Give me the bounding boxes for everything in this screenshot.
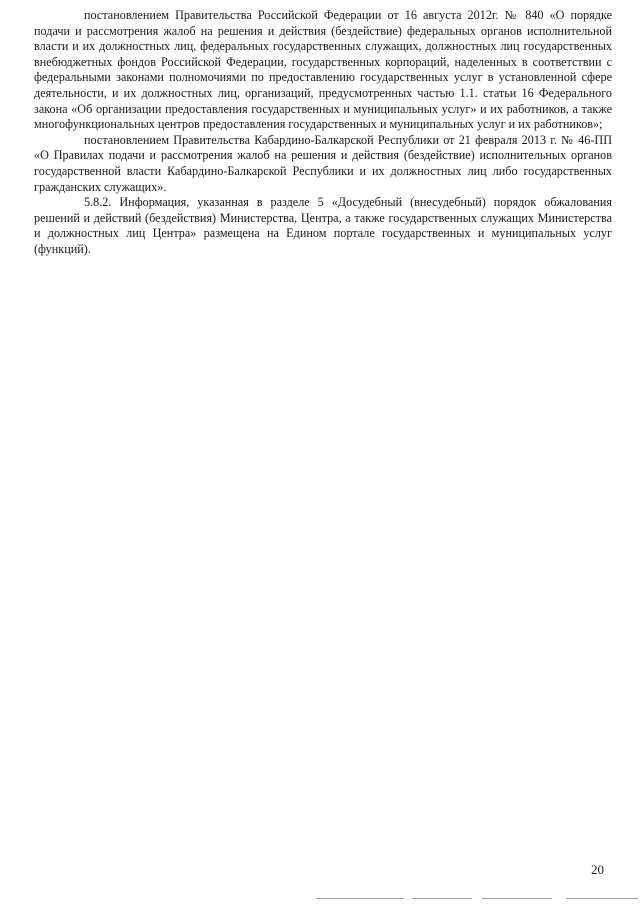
footer-rule-segment xyxy=(566,898,638,899)
paragraph-section-5-8-2: 5.8.2. Информация, указанная в разделе 5 «Досудебный (внесудебный) порядок обжалования решений и действий (бездействия) Министерства, Центра, а также государственных служащих Министерства и должностных лиц Центра» размещена на Едином портале государственных и муниципальных услуг (функций). xyxy=(34,195,612,256)
document-page xyxy=(34,8,612,258)
footer-rule xyxy=(316,898,638,900)
footer-rule-segment xyxy=(412,898,472,899)
page-number: 20 xyxy=(591,862,604,877)
footer-rule-segment xyxy=(482,898,552,899)
paragraph-kbr-resolution: постановлением Правительства Кабардино-Балкарской Республики от 21 февраля 2013 г. № 46-ПП «О Правилах подачи и рассмотрения жалоб на решения и действия (бездействие) исполнительных органов государственной власти Кабардино-Балкарской Республики и их должностных лиц либо государственных гражданских служащих». xyxy=(34,132,612,194)
paragraph-federal-resolution: постановлением Правительства Российской Федерации от 16 августа 2012г. № 840 «О порядке подачи и рассмотрения жалоб на решения и действия (бездействие) федеральных органов исполнительной власти и их должностных лиц, федеральных государственных служащих, должностных лиц государственных внебюджетных фондов Российской Федерации, государственных корпораций, наделенных в соответствии с федеральными законами полномочиями по предоставлению государственных услуг в установленной сфере деятельности, и их должностных лиц, организаций, предусмотренных частью 1.1. статьи 16 Федерального закона «Об организации предоставления государственных и муниципальных услуг» и их работников, а также многофункциональных центров предоставления государственных и муниципальных услуг и их работников»; xyxy=(34,8,612,132)
footer-rule-segment xyxy=(316,898,404,899)
